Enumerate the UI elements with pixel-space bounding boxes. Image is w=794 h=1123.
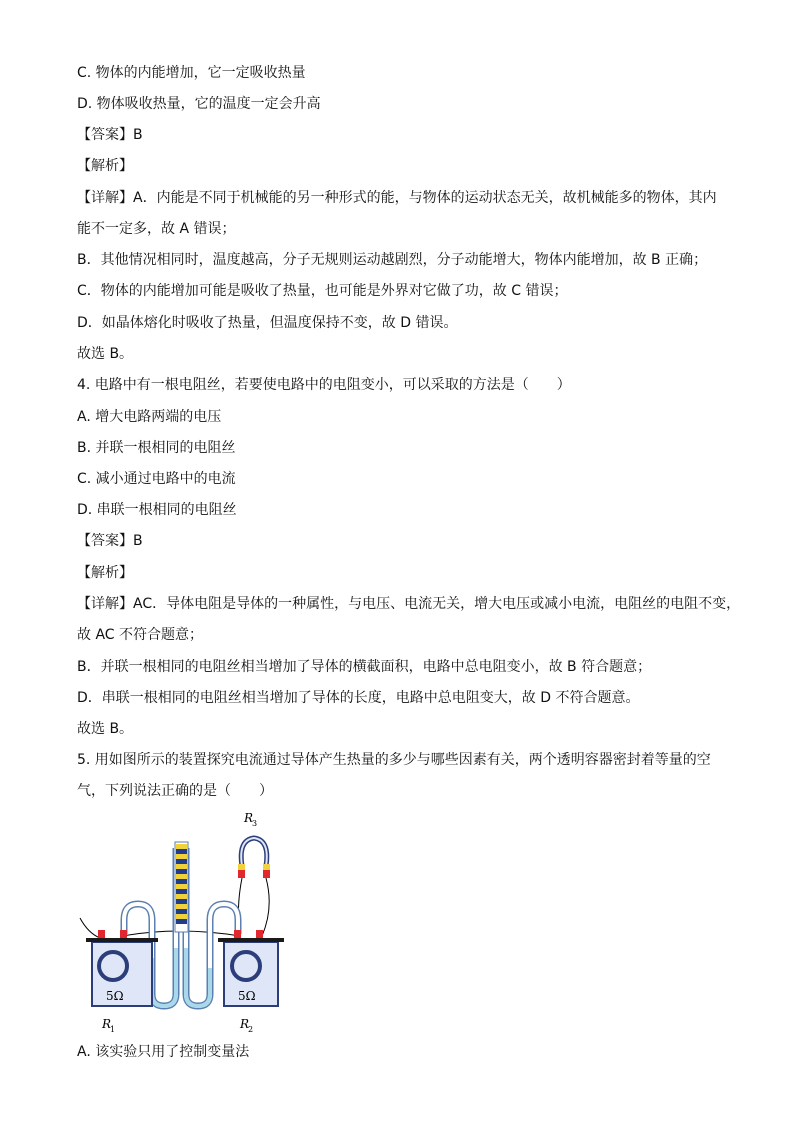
r3-terminal-left-red [238,870,245,878]
wire-to-r3-right [262,878,269,936]
q4-option-b: B. 并联一根相同的电阻丝 [77,440,236,456]
q4-option-a: A. 增大电路两端的电压 [77,409,222,425]
q5-option-a: A. 该实验只用了控制变量法 [77,1044,250,1060]
q3-analysis-heading: 【解析】 [77,158,133,174]
r3-terminal-right-red [263,870,270,878]
q3-detail-line-1: 【详解】A．内能是不同于机械能的另一种形式的能，与物体的运动状态无关，故机械能多的物体，其内 [77,190,717,206]
q3-detail-line-2: 能不一定多，故 A 错误； [77,221,236,237]
terminal-left-a-red [98,930,105,938]
r3-coil-inner [241,838,267,866]
q4-option-d: D. 串联一根相同的电阻丝 [77,502,237,518]
q3-detail-line-5: D．如晶体熔化时吸收了热量，但温度保持不变，故 D 错误。 [77,315,458,331]
r3-label: R [244,811,254,825]
r2-subscript: 2 [248,1025,254,1034]
q4-option-c: C. 减小通过电路中的电流 [77,471,236,487]
scale-markings [176,844,187,924]
lid-left [86,938,158,942]
terminal-left-b-red [120,930,127,938]
q4-answer: 【答案】B [77,533,143,549]
lid-right [218,938,284,942]
q5-stem-line-1: 5. 用如图所示的装置探究电流通过导体产生热量的多少与哪些因素有关，两个透明容器密封着等量的空 [77,752,711,768]
q3-option-d: D. 物体吸收热量，它的温度一定会升高 [77,96,321,112]
r3-terminal-left-yellow [238,864,245,870]
terminal-right-a-red [234,930,241,938]
q3-conclusion: 故选 B。 [77,346,134,362]
terminal-right-b-red [256,930,263,938]
r1-subscript: 1 [110,1025,116,1034]
q3-detail-line-4: C．物体的内能增加可能是吸收了热量，也可能是外界对它做了功，故 C 错误； [77,283,568,299]
q5-stem-line-2: 气，下列说法正确的是（ ） [77,783,273,799]
r1-label: R [102,1017,112,1031]
right-resistance-label: 5Ω [238,989,256,1003]
joule-heating-apparatus-figure [78,808,288,1038]
lead-wire-left [80,918,100,938]
q3-option-c: C. 物体的内能增加，它一定吸收热量 [77,65,306,81]
r3-terminal-right-yellow [263,864,270,870]
q4-analysis-heading: 【解析】 [77,565,133,581]
q4-detail-line-4: D．串联一根相同的电阻丝相当增加了导体的长度，电路中总电阻变大，故 D 不符合题意。 [77,690,640,706]
r2-label: R [240,1017,250,1031]
q4-detail-line-1: 【详解】AC．导体电阻是导体的一种属性，与电压、电流无关，增大电压或减小电流，电阻丝的电阻不变， [77,596,741,612]
left-resistance-label: 5Ω [106,989,124,1003]
q4-detail-line-3: B．并联一根相同的电阻丝相当增加了导体的横截面积，电路中总电阻变小，故 B 符合题意； [77,659,652,675]
q4-conclusion: 故选 B。 [77,721,134,737]
q3-answer: 【答案】B [77,127,143,143]
q4-detail-line-2: 故 AC 不符合题意； [77,627,204,643]
q3-detail-line-3: B．其他情况相同时，温度越高，分子无规则运动越剧烈，分子动能增大，物体内能增加，故 B 正确； [77,252,708,268]
q4-stem: 4. 电路中有一根电阻丝，若要使电路中的电阻变小，可以采取的方法是（ ） [77,377,571,393]
r3-subscript: 3 [252,819,258,828]
